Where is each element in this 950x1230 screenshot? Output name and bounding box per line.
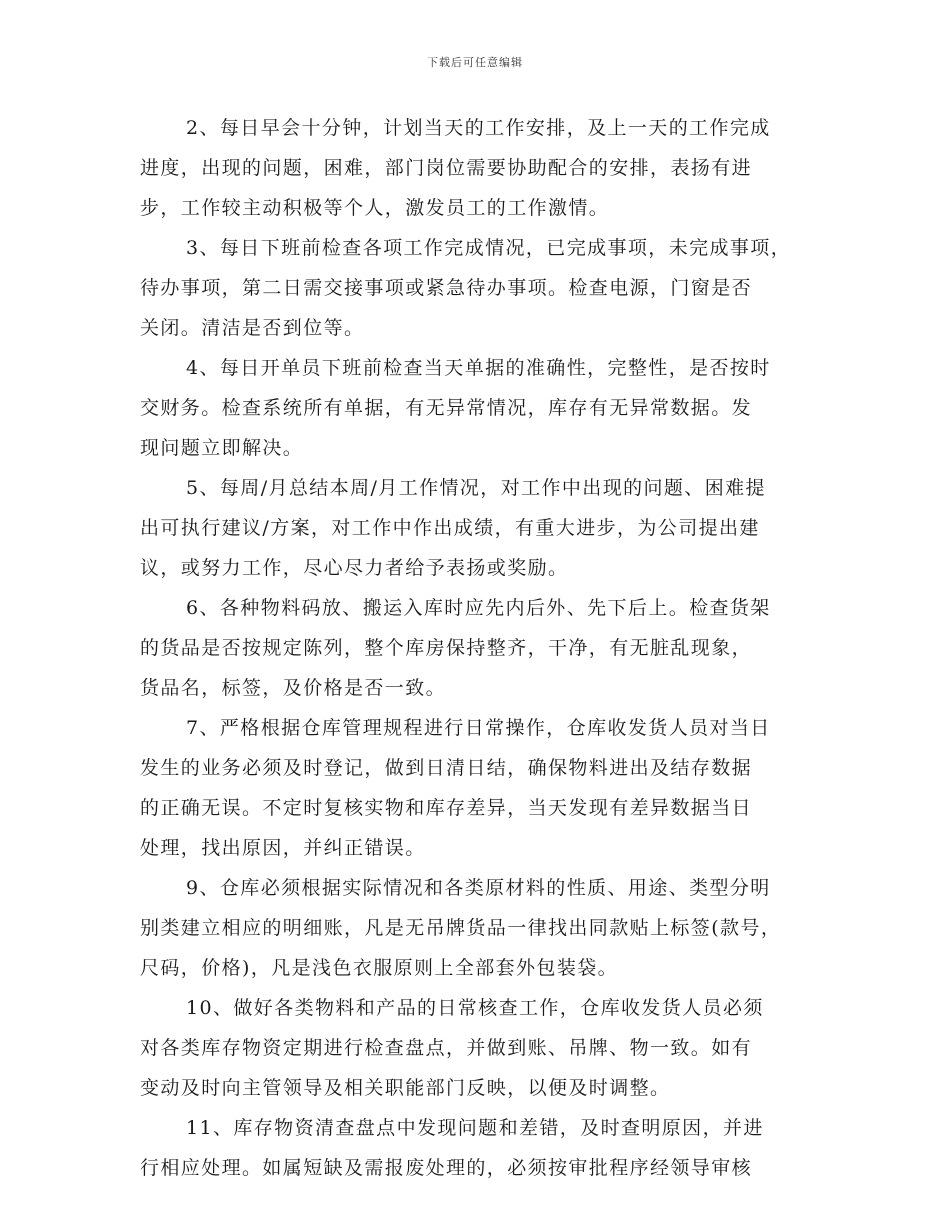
paragraph-line: 待办事项，第二日需交接事项或紧急待办事项。检查电源，门窗是否 (140, 277, 753, 299)
paragraph-line: 对各类库存物资定期进行检查盘点，并做到账、吊牌、物一致。如有 (140, 1037, 753, 1059)
paragraph-line: 出可执行建议/方案，对工作中作出成绩，有重大进步，为公司提出建 (140, 517, 760, 539)
paragraph-line: 步，工作较主动积极等个人，激发员工的工作激情。 (140, 197, 610, 219)
paragraph-item-4 (140, 348, 812, 468)
paragraph-line: 交财务。检查系统所有单据，有无异常情况，库存有无异常数据。发 (140, 397, 753, 419)
paragraph-line: 进度，出现的问题，困难，部门岗位需要协助配合的安排，表扬有进 (140, 157, 753, 179)
paragraph-line: 别类建立相应的明细账，凡是无吊牌货品一律找出同款贴上标签(款号， (140, 917, 782, 939)
paragraph-line: 4、每日开单员下班前检查当天单据的准确性，完整性，是否按时 (186, 357, 771, 379)
paragraph-line: 3、每日下班前检查各项工作完成情况，已完成事项，未完成事项， (186, 237, 792, 259)
paragraph-line: 的正确无误。不定时复核实物和库存差异，当天发现有差异数据当日 (140, 797, 753, 819)
paragraph-line: 2、每日早会十分钟，计划当天的工作安排，及上一天的工作完成 (186, 117, 771, 139)
paragraph-item-11 (140, 1108, 812, 1188)
page-header-note: 下载后可任意编辑 (427, 56, 523, 69)
paragraph-item-10 (140, 988, 812, 1108)
paragraph-line: 议，或努力工作，尽心尽力者给予表扬或奖励。 (140, 557, 569, 579)
paragraph-line: 的货品是否按规定陈列，整个库房保持整齐，干净，有无脏乱现象， (140, 637, 753, 659)
paragraph-line: 行相应处理。如属短缺及需报废处理的，必须按审批程序经领导审核 (140, 1157, 753, 1179)
paragraph-line: 现问题立即解决。 (140, 437, 304, 459)
paragraph-line: 6、各种物料码放、搬运入库时应先内后外、先下后上。检查货架 (186, 597, 771, 619)
paragraph-line: 11、库存物资清查盘点中发现问题和差错，及时查明原因，并进 (186, 1117, 764, 1139)
paragraph-line: 7、严格根据仓库管理规程进行日常操作，仓库收发货人员对当日 (186, 717, 771, 739)
paragraph-line: 9、仓库必须根据实际情况和各类原材料的性质、用途、类型分明 (186, 877, 771, 899)
paragraph-line: 关闭。清洁是否到位等。 (140, 317, 365, 339)
document-body (140, 108, 812, 1188)
paragraph-item-3 (140, 228, 812, 348)
paragraph-item-5 (140, 468, 812, 588)
paragraph-item-9 (140, 868, 812, 988)
paragraph-line: 尺码，价格)，凡是浅色衣服原则上全部套外包装袋。 (140, 957, 619, 979)
paragraph-item-6 (140, 588, 812, 708)
paragraph-line: 发生的业务必须及时登记，做到日清日结，确保物料进出及结存数据 (140, 757, 753, 779)
paragraph-line: 10、做好各类物料和产品的日常核查工作，仓库收发货人员必须 (186, 997, 764, 1019)
paragraph-line: 处理，找出原因，并纠正错误。 (140, 837, 426, 859)
paragraph-line: 5、每周/月总结本周/月工作情况，对工作中出现的问题、困难提 (186, 477, 766, 499)
paragraph-line: 货品名，标签，及价格是否一致。 (140, 677, 447, 699)
paragraph-item-7 (140, 708, 812, 868)
paragraph-line: 变动及时向主管领导及相关职能部门反映，以便及时调整。 (140, 1077, 671, 1099)
paragraph-item-2 (140, 108, 812, 228)
